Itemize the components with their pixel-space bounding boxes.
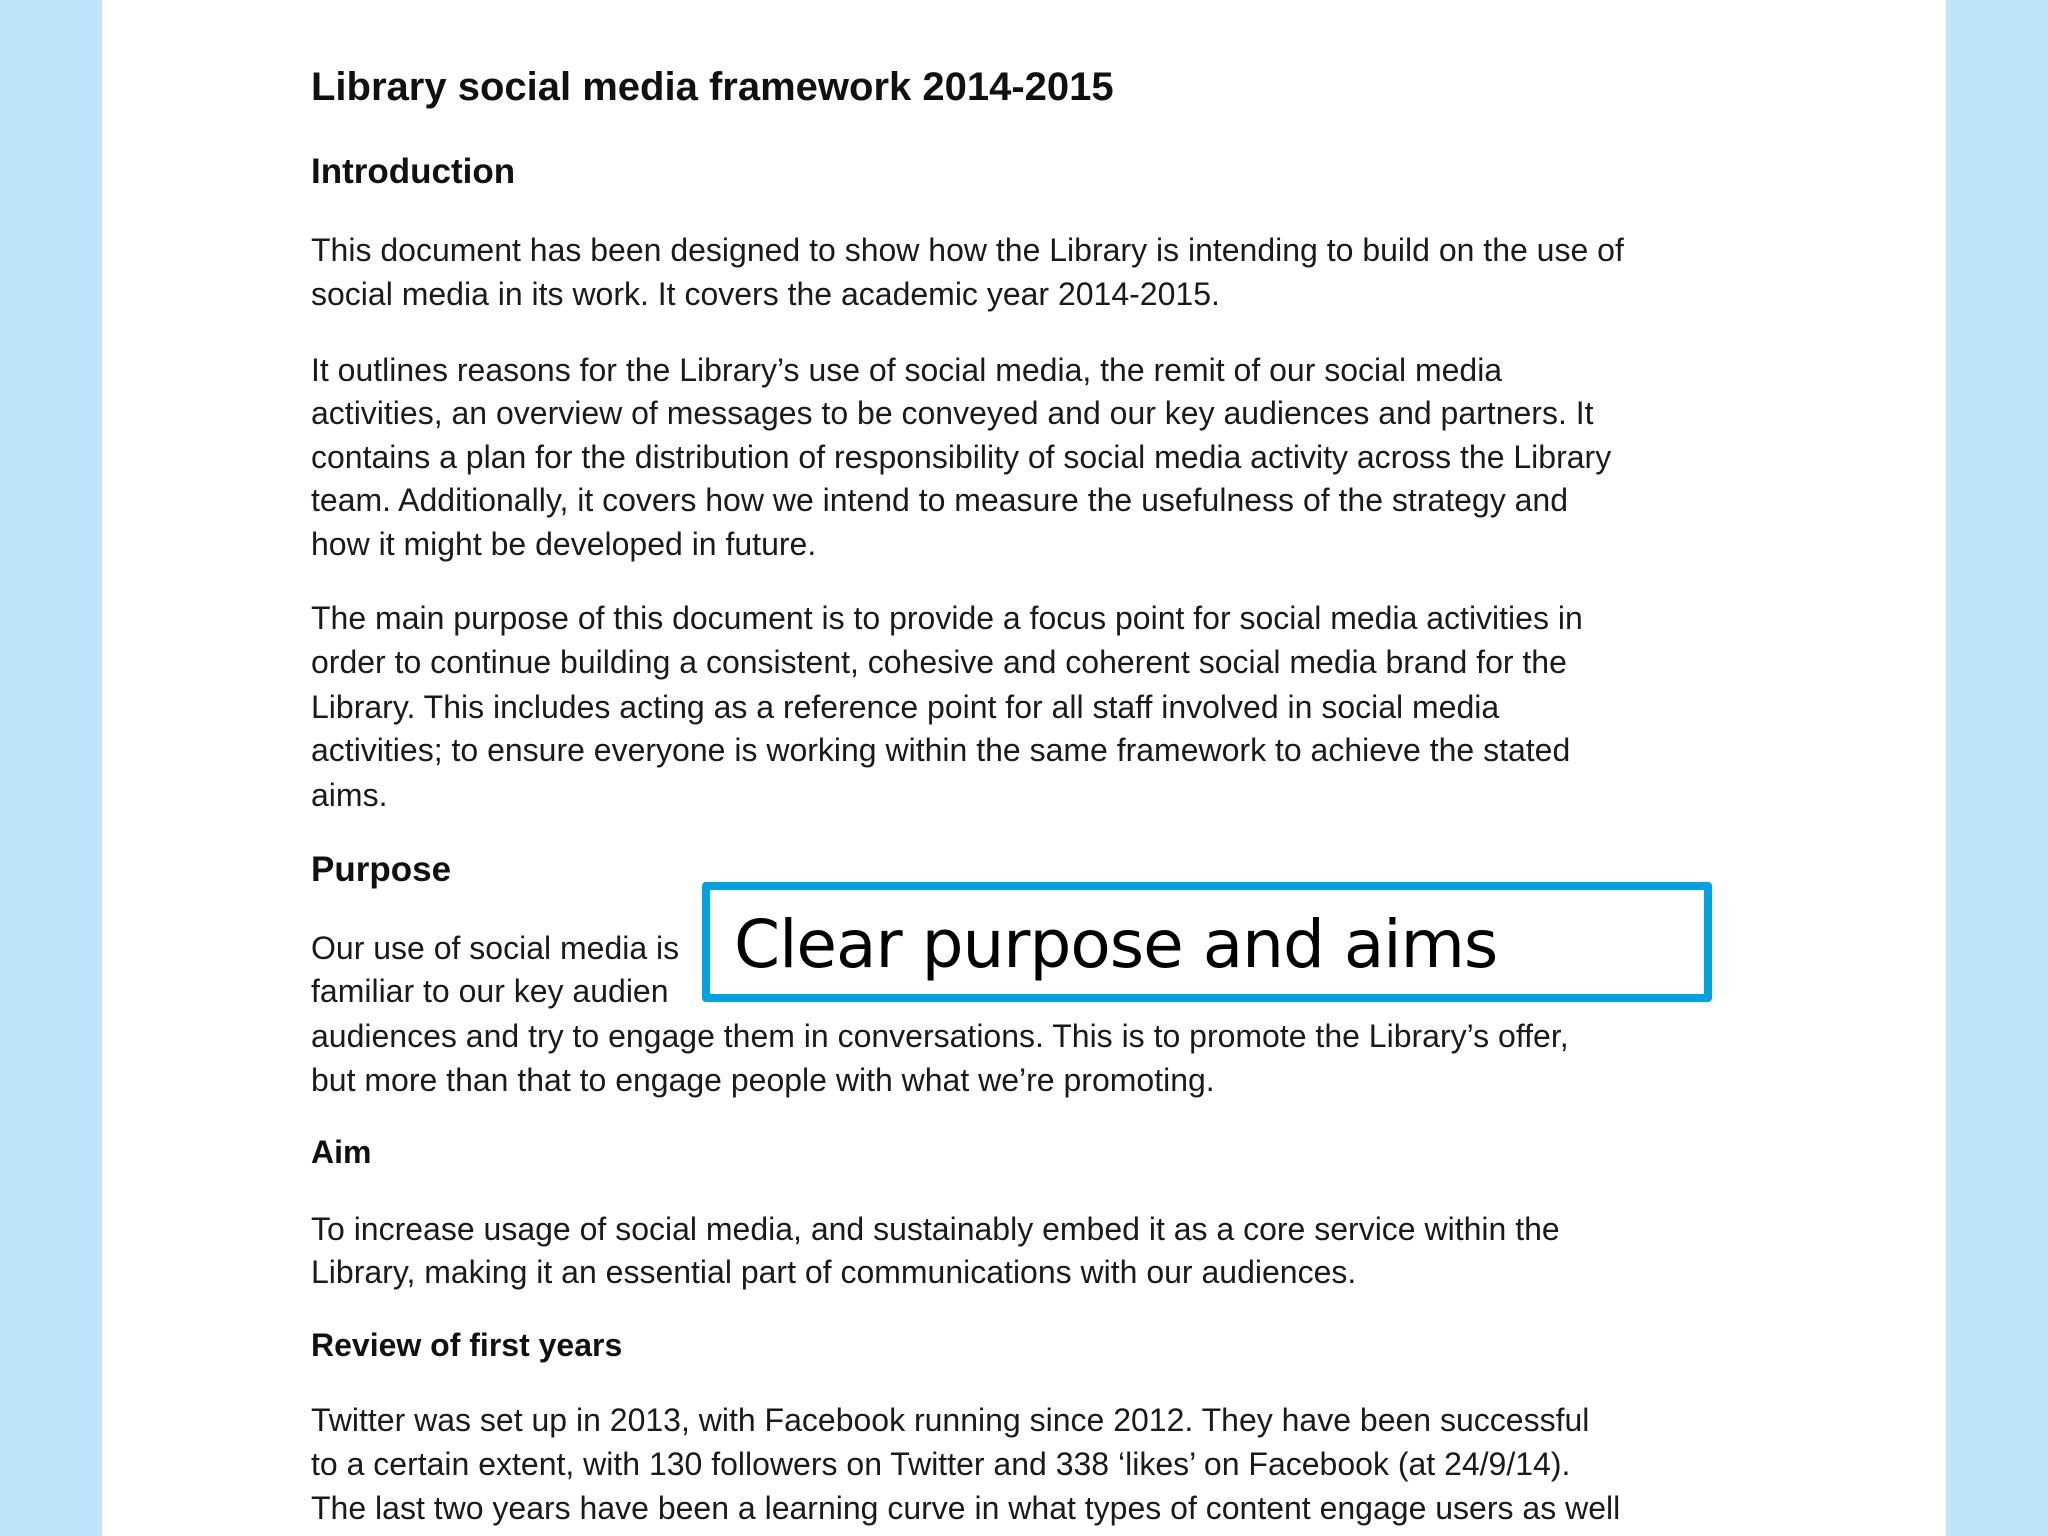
section-heading-purpose: Purpose (311, 850, 452, 889)
aim-line1: To increase usage of social media, and sustainably embed it as a core service within the (311, 1211, 1560, 1247)
intro-p1-line2: social media in its work. It covers the academic year 2014-2015. (311, 276, 1220, 312)
review-line1: Twitter was set up in 2013, with Facebook running since 2012. They have been successful (311, 1402, 1590, 1438)
purpose-line1: Our use of social media is (311, 930, 680, 966)
intro-p2-line2: activities, an overview of messages to be conveyed and our key audiences and partners. It (311, 395, 1594, 431)
document-title: Library social media framework 2014-2015 (311, 65, 1114, 109)
intro-p3-line5: aims. (311, 777, 388, 813)
review-line3: The last two years have been a learning curve in what types of content engage users as well (311, 1490, 1621, 1526)
intro-p1-line1: This document has been designed to show how the Library is intending to build on the use of (311, 232, 1624, 268)
intro-p2-line4: team. Additionally, it covers how we intend to measure the usefulness of the strategy and (311, 482, 1568, 518)
purpose-line2: familiar to our key audien (311, 973, 669, 1009)
purpose-line3: audiences and try to engage them in conversations. This is to promote the Library’s offer, (311, 1018, 1569, 1054)
intro-p2-line5: how it might be developed in future. (311, 526, 817, 562)
intro-p3-line4: activities; to ensure everyone is working within the same framework to achieve the stated (311, 732, 1571, 768)
section-heading-review: Review of first years (311, 1327, 623, 1363)
aim-line2: Library, making it an essential part of communications with our audiences. (311, 1254, 1357, 1290)
intro-p3-line2: order to continue building a consistent, cohesive and coherent social media brand for the (311, 644, 1567, 680)
callout-text: Clear purpose and aims (734, 906, 1498, 983)
document-page (102, 0, 1946, 1536)
callout-box (702, 882, 1712, 1002)
intro-p3-line1: The main purpose of this document is to provide a focus point for social media activities in (311, 600, 1583, 636)
review-line2: to a certain extent, with 130 followers on Twitter and 338 ‘likes’ on Facebook (at 24/9/14). (311, 1446, 1571, 1482)
section-heading-aim: Aim (311, 1134, 372, 1170)
section-heading-introduction: Introduction (311, 152, 516, 191)
intro-p3-line3: Library. This includes acting as a reference point for all staff involved in social media (311, 689, 1500, 725)
intro-p2-line1: It outlines reasons for the Library’s use of social media, the remit of our social media (311, 352, 1503, 388)
purpose-line4: but more than that to engage people with what we’re promoting. (311, 1062, 1215, 1098)
intro-p2-line3: contains a plan for the distribution of responsibility of social media activity across the Library (311, 439, 1612, 475)
